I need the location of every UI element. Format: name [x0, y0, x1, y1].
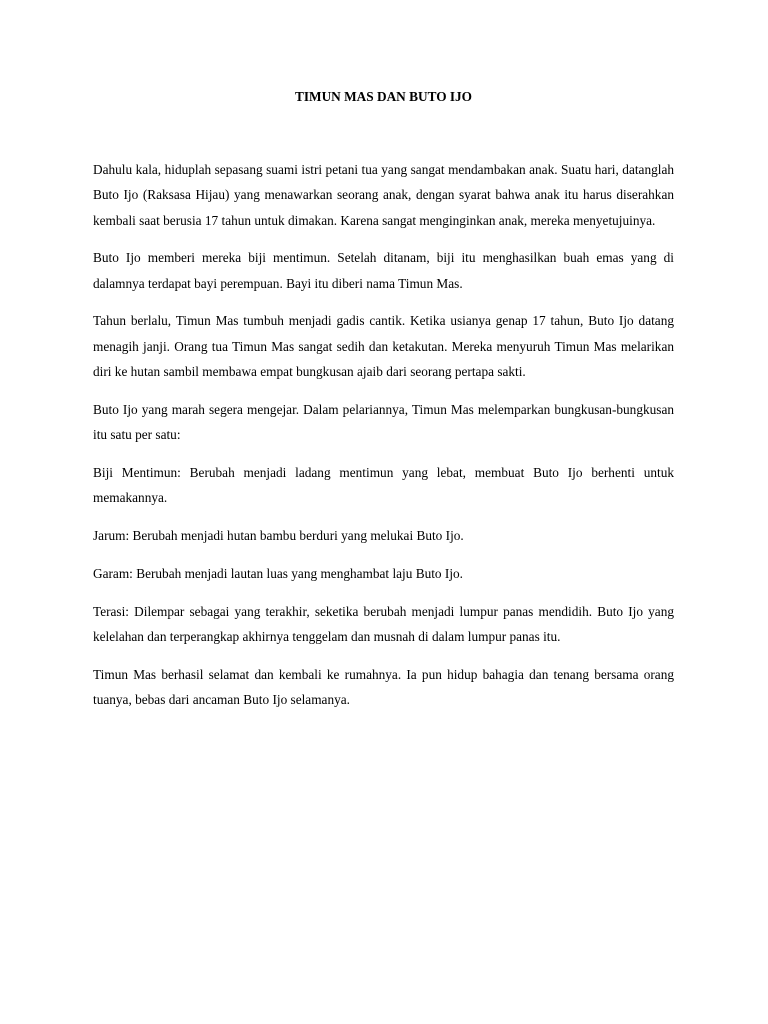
paragraph-9: Timun Mas berhasil selamat dan kembali ke rumahnya. Ia pun hidup bahagia dan tenang bersama orang tuanya, bebas dari ancaman Buto Ijo selamanya. [93, 666, 674, 708]
document-title: TIMUN MAS DAN BUTO IJO [294, 89, 473, 104]
document-body [93, 157, 674, 725]
paragraph-5: Biji Mentimun: Berubah menjadi ladang mentimun yang lebat, membuat Buto Ijo berhenti untuk memakannya. [93, 464, 674, 506]
paragraph-3: Tahun berlalu, Timun Mas tumbuh menjadi gadis cantik. Ketika usianya genap 17 tahun, Buto Ijo datang menagih janji. Orang tua Timun Mas sangat sedih dan ketakutan. Mereka menyuruh Timun Mas melarikan diri ke hutan sambil membawa empat bungkusan ajaib dari seorang pertapa sakti. [93, 313, 674, 380]
paragraph-1: Dahulu kala, hiduplah sepasang suami istri petani tua yang sangat mendambakan anak. Suatu hari, datanglah Buto Ijo (Raksasa Hijau) yang menawarkan seorang anak, dengan syarat bahwa anak itu harus diserahkan kembali saat berusia 17 tahun untuk dimakan. Karena sangat menginginkan anak, mereka menyetujuinya. [93, 162, 674, 228]
paragraph-7: Garam: Berubah menjadi lautan luas yang menghambat laju Buto Ijo. [93, 565, 463, 581]
paragraph-8: Terasi: Dilempar sebagai yang terakhir, seketika berubah menjadi lumpur panas mendidih. Buto Ijo yang kelelahan dan terperangkap akhirnya tenggelam dan musnah di dalam lumpur panas itu. [93, 603, 674, 644]
paragraph-2: Buto Ijo memberi mereka biji mentimun. Setelah ditanam, biji itu menghasilkan buah emas yang di dalamnya terdapat bayi perempuan. Bayi itu diberi nama Timun Mas. [93, 250, 674, 291]
paragraph-6: Jarum: Berubah menjadi hutan bambu berduri yang melukai Buto Ijo. [93, 528, 464, 544]
paragraph-4: Buto Ijo yang marah segera mengejar. Dalam pelariannya, Timun Mas melemparkan bungkusan-bungkusan itu satu per satu: [93, 401, 674, 443]
